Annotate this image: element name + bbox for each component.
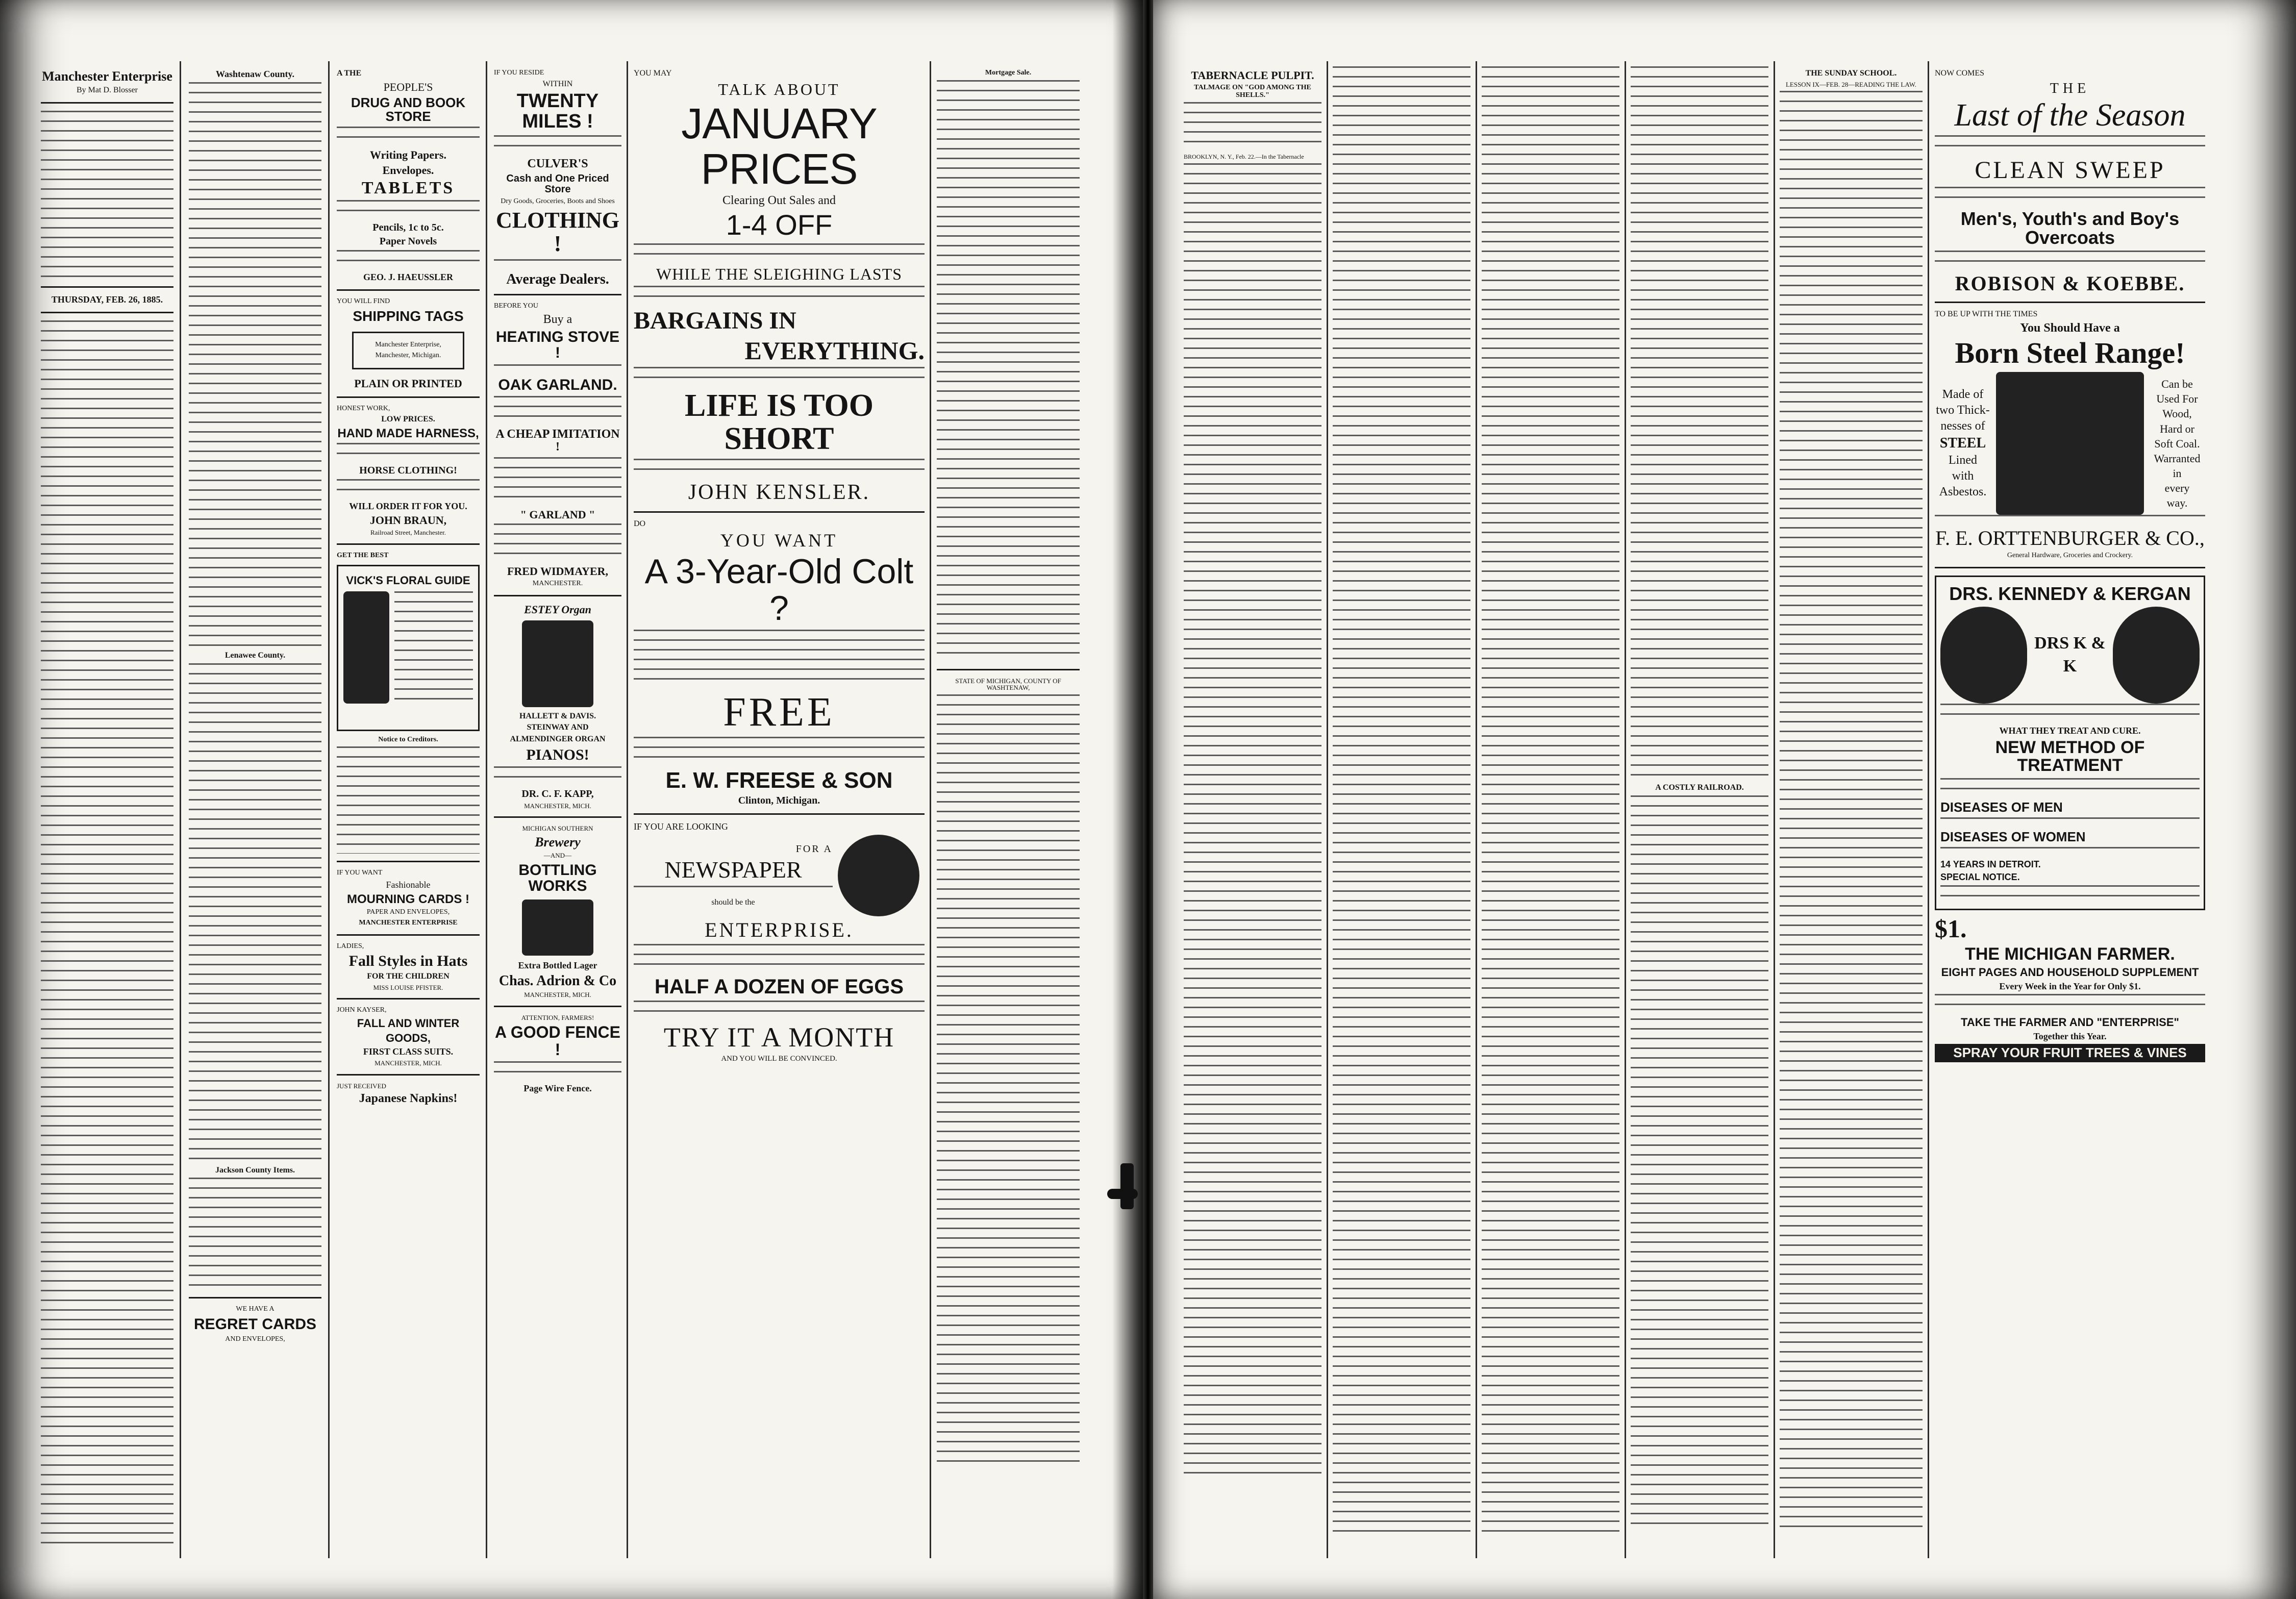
right-col-6 — [1935, 66, 2205, 1553]
harness-address: Railroad Street, Manchester. — [370, 529, 446, 537]
masthead-notices — [41, 111, 173, 279]
vick-floral-guide-ad — [337, 565, 480, 731]
range-r7: in — [2173, 466, 2182, 480]
brewery-title: Brewery — [535, 834, 581, 850]
hats-sign: MISS LOUISE PFISTER. — [373, 983, 443, 991]
kapp-city: MANCHESTER, MICH. — [524, 802, 591, 810]
jackson-heading: Jackson County Items. — [215, 1165, 295, 1175]
drugstore-novels: Paper Novels — [379, 236, 437, 247]
organ-steinway: STEINWAY AND — [527, 723, 589, 732]
organ-illustration — [522, 620, 593, 707]
range-l2: two Thick- — [1936, 404, 1990, 417]
robison-lead: NOW COMES — [1935, 69, 1985, 78]
hats-title: Fall Styles in Hats — [348, 953, 468, 970]
drugstore-tablets: TABLETS — [361, 178, 455, 197]
doctor-portrait-right — [2113, 607, 2200, 704]
farmer-sub2: Every Week in the Year for Only $1. — [1999, 981, 2141, 991]
range-r3: Wood, — [2162, 407, 2192, 420]
try-month-title: TRY IT A MONTH — [663, 1021, 895, 1053]
doctor-portrait-left — [1940, 607, 2027, 704]
mourning-lead: IF YOU WANT — [337, 869, 383, 877]
vick-figure-illustration — [343, 591, 389, 704]
harness-sub: LOW PRICES. — [381, 415, 435, 424]
freese-sign: E. W. FREESE & SON — [665, 767, 893, 793]
orttenburger-sub: General Hardware, Groceries and Crockery. — [2007, 552, 2133, 560]
kk-new-method: NEW METHOD OF TREATMENT — [1995, 737, 2145, 776]
drugstore-pencils: Pencils, 1c to 5c. — [372, 222, 444, 234]
range-r2: Used For — [2156, 392, 2198, 406]
farmer-sub: EIGHT PAGES AND HOUSEHOLD SUPPLEMENT — [1941, 966, 2199, 979]
fence-sign: Page Wire Fence. — [523, 1083, 592, 1094]
lesson-body — [1780, 91, 1923, 1530]
vick-lead: GET THE BEST — [337, 552, 389, 560]
range-l3: nesses of — [1940, 419, 1985, 433]
stove-sign: FRED WIDMAYER, — [507, 564, 609, 578]
tags-title: SHIPPING TAGS — [353, 308, 464, 324]
regret-title: REGRET CARDS — [193, 1316, 316, 1333]
railroad-body — [1631, 795, 1768, 1530]
newspaper-title: NEWSPAPER — [664, 857, 802, 883]
organ-almendinger: ALMENDINGER ORGAN — [510, 735, 606, 744]
mourning-title: MOURNING CARDS ! — [347, 892, 469, 907]
brewery-lead: MICHIGAN SOUTHERN — [522, 825, 593, 833]
mourning-sub2: PAPER AND ENVELOPES, — [366, 908, 450, 916]
editorial-body — [41, 320, 173, 1545]
kk-men: DISEASES OF MEN — [1940, 799, 2063, 815]
bargains-title: BARGAINS IN — [634, 307, 796, 335]
harness-sign: JOHN BRAUN, — [369, 514, 447, 527]
drugstore-title: DRUG AND BOOK STORE — [351, 94, 466, 124]
railroad-heading: A COSTLY RAILROAD. — [1655, 783, 1744, 792]
spray-trees-banner: SPRAY YOUR FRUIT TREES & VINES — [1935, 1044, 2205, 1062]
probate-heading: STATE OF MICHIGAN, COUNTY OF WASHTENAW, — [955, 677, 1061, 692]
tag-line1: Manchester Enterprise, — [375, 341, 441, 349]
creditors-body — [337, 746, 480, 854]
county-news — [189, 82, 321, 648]
fence-lead: ATTENTION, FARMERS! — [521, 1013, 594, 1021]
bottling-lager: Extra Bottled Lager — [518, 960, 597, 970]
colt-free: FREE — [723, 689, 835, 735]
kayser-sub: FIRST CLASS SUITS. — [363, 1046, 454, 1057]
kayser-sign: MANCHESTER, MICH. — [375, 1059, 442, 1067]
legal-notices-body — [937, 694, 1080, 1470]
kk-what-treat: WHAT THEY TREAT AND CURE. — [1999, 725, 2141, 736]
robison-sign: ROBISON & KOEBBE. — [1955, 272, 2185, 295]
range-l4: STEEL — [1939, 435, 1986, 452]
hats-sub: FOR THE CHILDREN — [367, 971, 450, 981]
tags-lead: YOU WILL FIND — [337, 297, 390, 306]
culver-sign: CULVER'S — [527, 157, 588, 171]
robison-the: THE — [2050, 80, 2090, 96]
range-r9: way. — [2166, 496, 2188, 509]
kapp-sign: DR. C. F. KAPP, — [521, 788, 594, 799]
kensler-lead: YOU MAY — [634, 69, 672, 78]
newspaper-should-be: should be the — [711, 897, 755, 907]
range-r6: Warranted — [2154, 452, 2201, 465]
kk-women: DISEASES OF WOMEN — [1940, 829, 2086, 845]
drugstore-line1: PEOPLE'S — [383, 80, 433, 93]
farmer-sign: TAKE THE FARMER AND "ENTERPRISE" — [1961, 1016, 2179, 1029]
culver-lead: IF YOU RESIDE — [494, 69, 544, 77]
drugstore-envelopes: Envelopes. — [382, 163, 434, 177]
try-month-sub: AND YOU WILL BE CONVINCED. — [721, 1054, 837, 1063]
napkins-lead: JUST RECEIVED — [337, 1082, 386, 1090]
adrion-sign: Chas. Adrion & Co — [498, 972, 617, 989]
brewery-and: —AND— — [543, 852, 572, 860]
range-l5: Lined — [1949, 453, 1977, 467]
talmage-subheading: TALMAGE ON "GOD AMONG THE SHELLS." — [1194, 84, 1311, 99]
drugstore-writing: Writing Papers. — [370, 148, 446, 162]
range-left-text — [1935, 385, 1991, 502]
stove-lead: BEFORE YOU — [494, 302, 538, 310]
kayser-title: FALL AND WINTER — [357, 1016, 460, 1030]
regret-lead: WE HAVE A — [236, 1305, 274, 1313]
orttenburger-sign: F. E. ORTTENBURGER & CO., — [1935, 527, 2205, 550]
stove-title: HEATING STOVE ! — [495, 328, 620, 362]
drugstore-sign: GEO. J. HAEUSSLER — [363, 272, 454, 283]
left-col-2 — [189, 66, 321, 1553]
fence-title: A GOOD FENCE ! — [495, 1023, 620, 1059]
left-page — [0, 0, 1143, 1599]
colt-title: A 3-Year-Old Colt ? — [644, 552, 914, 628]
range-right-text — [2149, 375, 2205, 512]
eggs-title: HALF A DOZEN OF EGGS — [654, 975, 904, 998]
kk-special-notice: SPECIAL NOTICE. — [1940, 872, 2020, 883]
masthead-editor: By Mat D. Blosser — [77, 86, 138, 95]
mortgage-body — [937, 80, 1080, 662]
county-heading: Washtenaw County. — [215, 69, 295, 79]
right-col-5 — [1780, 66, 1923, 1553]
pianos-title: PIANOS! — [526, 746, 589, 764]
range-r4: Hard or — [2160, 422, 2194, 435]
range-should-have: You Should Have a — [2020, 321, 2120, 335]
hats-lead: LADIES, — [337, 942, 364, 950]
left-col-1 — [41, 66, 173, 1553]
farmer-title: THE MICHIGAN FARMER. — [1965, 944, 2175, 964]
stove-buy: Buy a — [543, 312, 572, 326]
range-r8: every — [2164, 481, 2190, 494]
kk-title: DRS. KENNEDY & KERGAN — [1949, 583, 2191, 604]
kk-detroit: 14 YEARS IN DETROIT. — [1940, 859, 2041, 870]
harness-title: HAND MADE HARNESS, — [337, 427, 479, 441]
culver-within: WITHIN — [542, 79, 573, 88]
tag-line2: Manchester, Michigan. — [375, 352, 441, 360]
kensler-sign: JOHN KENSLER. — [688, 481, 870, 505]
adrion-city: MANCHESTER, MICH. — [524, 991, 591, 999]
last-season-title: Last of the Season — [1954, 98, 2186, 133]
mourning-sign: MANCHESTER ENTERPRISE — [359, 918, 458, 927]
left-col-6 — [937, 66, 1080, 1553]
range-title: Born Steel Range! — [1955, 336, 2185, 370]
bottling-illustration — [522, 900, 593, 956]
freese-city: Clinton, Michigan. — [738, 795, 820, 807]
mortgage-heading: Mortgage Sale. — [985, 69, 1032, 77]
vick-title: VICK'S FLORAL GUIDE — [346, 573, 470, 587]
ink-blot-2 — [1107, 1189, 1138, 1199]
sleighing-title: WHILE THE SLEIGHING LASTS — [656, 264, 903, 283]
lenawee-news — [189, 663, 321, 1163]
mourning-sub: Fashionable — [386, 880, 431, 890]
kayser-lead: JOHN KAYSER, — [337, 1006, 387, 1014]
right-col-4 — [1631, 66, 1768, 1553]
lenawee-heading: Lenawee County. — [224, 651, 286, 660]
right-col-2 — [1333, 66, 1470, 1553]
tabernacle-heading: TABERNACLE PULPIT. — [1191, 69, 1314, 82]
colt-you-want: YOU WANT — [720, 530, 838, 551]
stove-oak: OAK GARLAND. — [498, 376, 617, 393]
sunday-school-heading: THE SUNDAY SCHOOL. — [1805, 69, 1897, 78]
january-prices-title: JANUARY PRICES — [681, 99, 877, 193]
brooklyn-dateline: BROOKLYN, N. Y., Feb. 22.—In the Tabernacle — [1184, 153, 1304, 161]
range-l1: Made of — [1942, 387, 1984, 401]
bottling-title: BOTTLING WORKS — [518, 861, 597, 895]
sermon-body-2 — [1333, 66, 1470, 1536]
range-r1: Can be — [2161, 378, 2193, 391]
newspaper-lead: IF YOU ARE LOOKING — [634, 821, 728, 832]
clean-sweep-title: CLEAN SWEEP — [1975, 157, 2165, 184]
culver-title: TWENTY MILES ! — [516, 90, 599, 133]
farmer-sign2: Together this Year. — [2033, 1031, 2107, 1041]
kensler-clearing: Clearing Out Sales and — [722, 193, 836, 207]
enterprise-title: ENTERPRISE. — [705, 918, 854, 941]
creditors-title: Notice to Creditors. — [378, 735, 438, 743]
newspaper-for-a: FOR A — [795, 843, 833, 855]
harness-order: WILL ORDER IT FOR YOU. — [349, 501, 467, 512]
left-col-3 — [337, 66, 480, 1553]
stove-imitation: A CHEAP IMITATION ! — [495, 428, 620, 454]
range-l6: with — [1952, 469, 1974, 483]
culver-goods: Dry Goods, Groceries, Boots and Shoes — [501, 197, 615, 206]
newsboys-illustration — [838, 835, 919, 916]
kayser-title2: GOODS, — [385, 1032, 431, 1045]
stove-city: MANCHESTER. — [532, 579, 583, 587]
sermon-body-3 — [1482, 66, 1619, 1536]
right-page — [1153, 0, 2296, 1599]
jackson-news — [189, 1178, 321, 1290]
estey-organ-banner: ESTEY Organ — [524, 603, 591, 616]
lesson-subheading: LESSON IX—FEB. 28—READING THE LAW. — [1785, 80, 1917, 88]
everything-title: EVERYTHING. — [744, 336, 925, 365]
stove-garland: " GARLAND " — [520, 508, 595, 521]
ink-blot — [1120, 1163, 1134, 1209]
kensler-talk: TALK ABOUT — [718, 80, 840, 98]
regret-sub: AND ENVELOPES, — [225, 1335, 285, 1343]
right-col-1 — [1184, 66, 1321, 1553]
right-col-3 — [1482, 66, 1619, 1553]
steel-range-illustration — [1996, 372, 2144, 515]
harness-lead: HONEST WORK, — [337, 404, 390, 412]
left-col-5 — [634, 66, 925, 1553]
culver-store: Cash and One Priced Store — [506, 173, 609, 195]
overcoats-title: Men's, Youth's and Boy's Overcoats — [1960, 208, 2180, 248]
range-r5: Soft Coal. — [2154, 437, 2200, 450]
napkins-title: Japanese Napkins! — [359, 1092, 458, 1106]
drugstore-lead: A THE — [337, 69, 362, 78]
range-l7: Asbestos. — [1939, 485, 1987, 499]
masthead-name: Manchester Enterprise — [42, 69, 172, 84]
range-lead: TO BE UP WITH THE TIMES — [1935, 310, 2038, 319]
kk-side-banner: DRS K & K — [2034, 634, 2106, 676]
farmer-price: $1. — [1935, 914, 1967, 943]
harness-clothing: HORSE CLOTHING! — [359, 465, 457, 477]
tag-illustration — [352, 332, 464, 369]
culver-clothing: CLOTHING ! — [495, 208, 620, 257]
left-col-4 — [494, 66, 621, 1553]
issue-date: THURSDAY, FEB. 26, 1885. — [51, 294, 163, 305]
kennedy-kergan-ad — [1935, 576, 2205, 910]
life-too-short-title: LIFE IS TOO SHORT — [685, 388, 874, 457]
sermon-body-1 — [1184, 163, 1321, 1480]
tags-title2: PLAIN OR PRINTED — [354, 377, 462, 390]
kensler-quarter-off: 1-4 OFF — [726, 208, 833, 241]
sermon-body-4 — [1631, 66, 1768, 781]
organ-hallett: HALLETT & DAVIS. — [519, 711, 596, 720]
colt-lead: DO — [634, 519, 646, 528]
culver-dealers: Average Dealers. — [506, 271, 609, 287]
